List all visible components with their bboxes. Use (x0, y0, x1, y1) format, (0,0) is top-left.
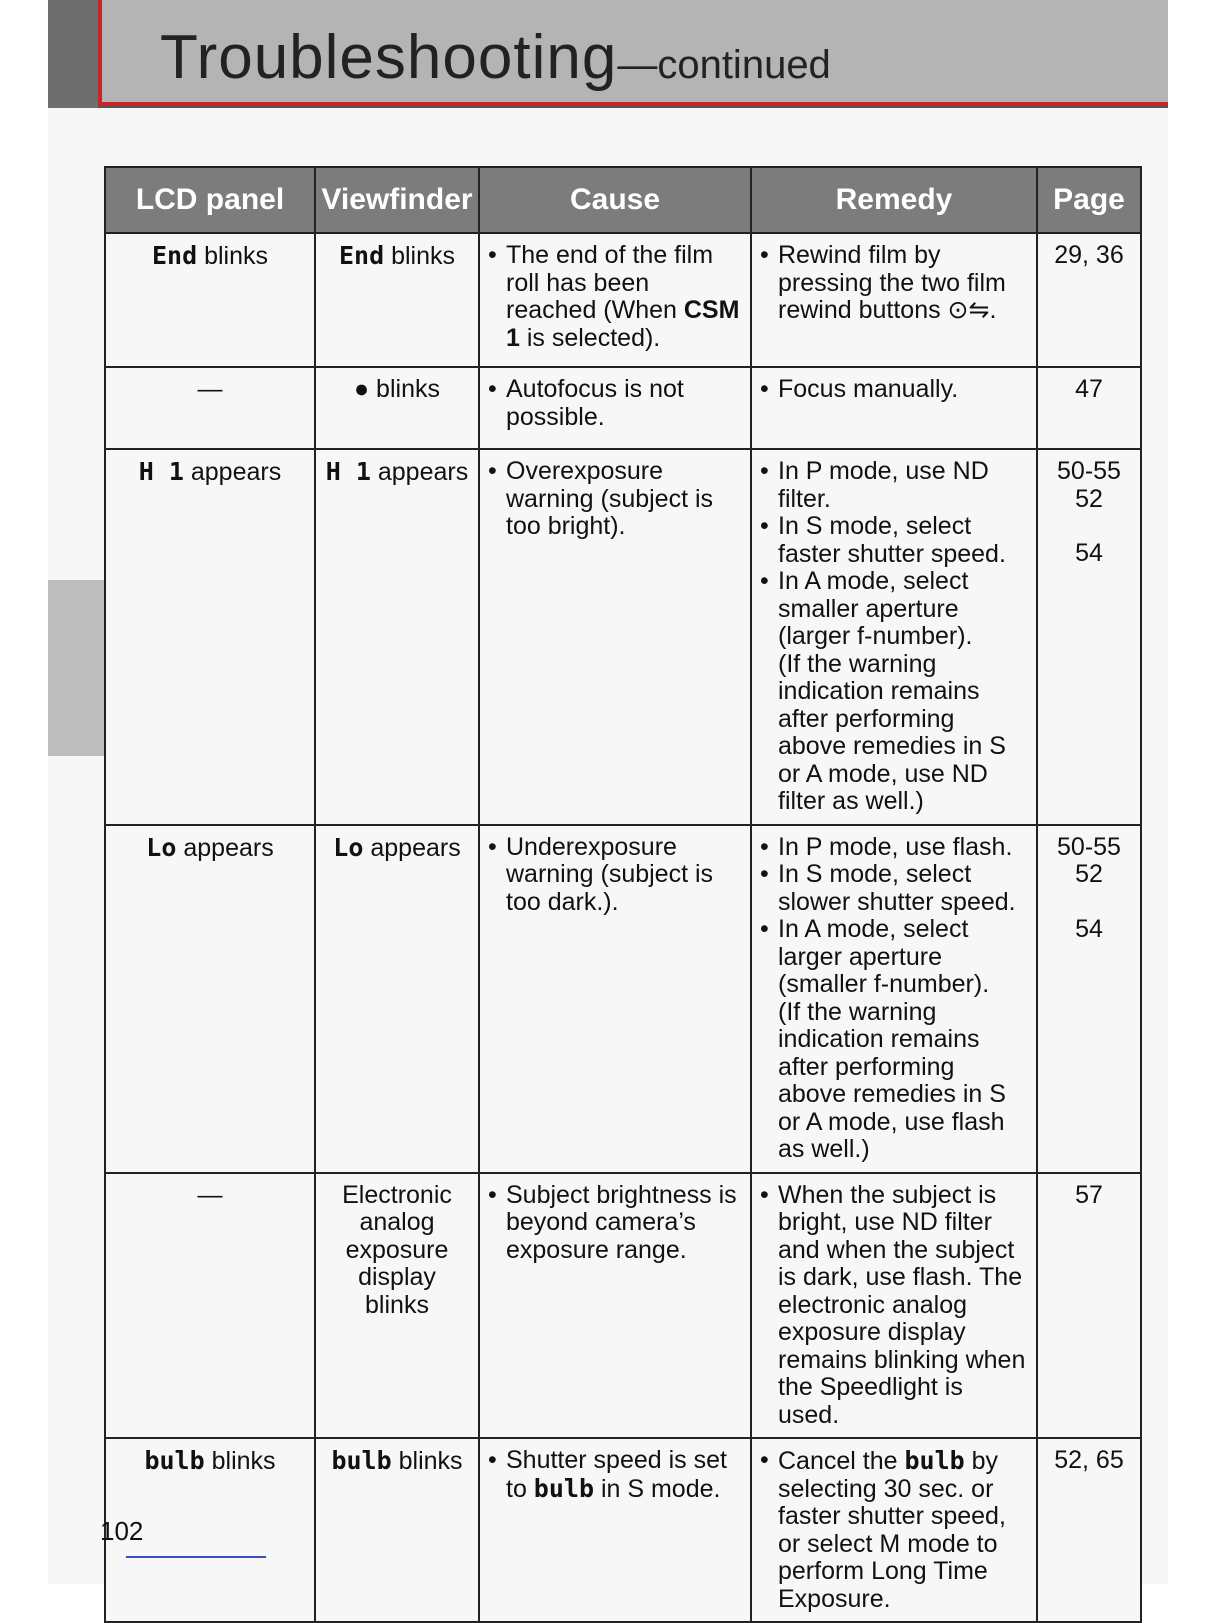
lcd-text: blinks (197, 242, 269, 270)
viewfinder-text: appears (370, 458, 469, 486)
lcd-text: blinks (204, 1447, 276, 1475)
lcd-text: — (197, 1180, 223, 1209)
viewfinder-cell (315, 1438, 479, 1622)
page-cell (1037, 1438, 1141, 1622)
page-title (160, 22, 831, 93)
lcd-code: Lo (146, 832, 177, 862)
viewfinder-text: Electronic analog exposure display blinks (342, 1180, 452, 1319)
remedy-item: • Rewind film by pressing the two film rewind buttons ⊙⇋. (760, 242, 1028, 325)
page-ref: 29, 36 (1054, 241, 1124, 269)
lcd-cell (105, 1173, 315, 1439)
page-cell (1037, 825, 1141, 1173)
cause-item: • Autofocus is not possible. (488, 376, 742, 431)
table-row (105, 825, 1141, 1173)
viewfinder-cell (315, 1173, 479, 1439)
table-row (105, 449, 1141, 825)
table-row (105, 1173, 1141, 1439)
viewfinder-text: blinks (384, 242, 456, 270)
cause-item: • Underexposure warning (subject is too dark.). (488, 834, 742, 917)
viewfinder-text: blinks (391, 1447, 463, 1475)
cause-item: • Overexposure warning (subject is too bright). (488, 458, 742, 541)
page-cell (1037, 449, 1141, 825)
remedy-note: (If the warning indication remains after performing above remedies in S or A mode, use flash as well.) (778, 997, 1006, 1163)
cause-tail: is selected). (519, 323, 661, 352)
lcd-text: appears (183, 458, 282, 486)
page-ref: 57 (1075, 1180, 1103, 1209)
page-ref: 50-55 (1057, 832, 1121, 861)
page-ref: 54 (1075, 914, 1103, 943)
remedy-note: (If the warning indication remains after performing above remedies in S or A mode, use ND filter as well.) (778, 649, 1006, 815)
remedy-item: • In A mode, select larger aperture (smaller f-number). (760, 916, 1028, 999)
remedy-item: • In S mode, select faster shutter speed. (760, 513, 1028, 568)
remedy-cell (751, 825, 1037, 1173)
remedy-cell (751, 367, 1037, 449)
cause-cell (479, 1438, 751, 1622)
header-accent-line (98, 0, 102, 108)
col-header-page: Page (1037, 167, 1141, 233)
col-header-cause: Cause (479, 167, 751, 233)
lcd-code: End (151, 241, 198, 270)
remedy-item: • In P mode, use flash. (760, 834, 1028, 862)
page-ref: 54 (1075, 539, 1103, 567)
title-sub: —continued (617, 43, 831, 87)
viewfinder-text: appears (363, 833, 461, 862)
viewfinder-code: Lo (333, 832, 364, 862)
cause-cell (479, 367, 751, 449)
remedy-item: • In P mode, use ND filter. (760, 458, 1028, 513)
header-rule-shadow (98, 106, 1168, 108)
cause-cell (479, 233, 751, 367)
section-side-tab (48, 580, 112, 756)
remedy-item: • Focus manually. (760, 376, 1028, 404)
lcd-cell (105, 233, 315, 367)
page-ref: 52, 65 (1054, 1446, 1124, 1474)
page-cell (1037, 367, 1141, 449)
remedy-cell (751, 233, 1037, 367)
focus-indicator-icon: ● (354, 375, 370, 403)
remedy-code: bulb (904, 1446, 965, 1475)
cause-text: The end of the film roll has been reached (When (506, 241, 714, 324)
col-header-viewfinder: Viewfinder (315, 167, 479, 233)
title-main: Troubleshooting (160, 23, 618, 92)
lcd-text: appears (176, 833, 274, 862)
remedy-pre: Cancel the (778, 1447, 905, 1475)
header-tab (48, 0, 98, 108)
footer-rule (126, 1556, 266, 1558)
page-ref: 52 (1075, 484, 1103, 513)
remedy-item: • In A mode, select smaller aperture (larger f-number). (760, 568, 1028, 651)
cause-item: • Subject brightness is beyond camera’s exposure range. (488, 1182, 742, 1265)
cause-text: Shutter speed is set to (506, 1446, 727, 1503)
page-header (48, 0, 1168, 108)
page-ref: 52 (1075, 860, 1103, 888)
lcd-text: — (197, 375, 223, 403)
page-number: 102 (100, 1516, 144, 1546)
table-header-row (105, 167, 1141, 233)
viewfinder-code: End (338, 241, 385, 270)
lcd-cell (105, 825, 315, 1173)
remedy-cell (751, 1173, 1037, 1439)
viewfinder-text: blinks (369, 375, 440, 403)
viewfinder-cell (315, 825, 479, 1173)
table-row (105, 233, 1141, 367)
page-cell (1037, 233, 1141, 367)
remedy-item (760, 1447, 1028, 1613)
cause-item (488, 242, 742, 352)
cause-tail: in S mode. (594, 1474, 721, 1503)
remedy-post: by selecting 30 sec. or faster shutter speed, or select M mode to perform Long Time Exposure. (778, 1447, 1006, 1613)
page-ref: 50-55 (1057, 457, 1121, 485)
col-header-remedy: Remedy (751, 167, 1037, 233)
lcd-cell (105, 367, 315, 449)
cause-cell (479, 825, 751, 1173)
page-cell (1037, 1173, 1141, 1439)
viewfinder-code: bulb (331, 1446, 392, 1475)
troubleshooting-table (104, 166, 1142, 1623)
cause-bold: CSM 1 (506, 296, 740, 352)
cause-code: bulb (533, 1473, 595, 1503)
table-row (105, 367, 1141, 449)
cause-cell (479, 449, 751, 825)
lcd-code: H 1 (138, 457, 184, 486)
table-row (105, 1438, 1141, 1622)
viewfinder-code: H 1 (325, 457, 371, 486)
remedy-item: • When the subject is bright, use ND filter and when the subject is dark, use flash. The electronic analog exposure display remains blinking when the Speedlight is used. (760, 1182, 1028, 1430)
cause-cell (479, 1173, 751, 1439)
remedy-cell (751, 1438, 1037, 1622)
lcd-cell (105, 449, 315, 825)
viewfinder-cell (315, 233, 479, 367)
page-ref: 47 (1075, 375, 1103, 403)
lcd-code: bulb (144, 1446, 205, 1475)
remedy-item: • In S mode, select slower shutter speed. (760, 861, 1028, 916)
cause-item (488, 1447, 742, 1503)
viewfinder-cell (315, 367, 479, 449)
col-header-lcd: LCD panel (105, 167, 315, 233)
viewfinder-cell (315, 449, 479, 825)
remedy-cell (751, 449, 1037, 825)
